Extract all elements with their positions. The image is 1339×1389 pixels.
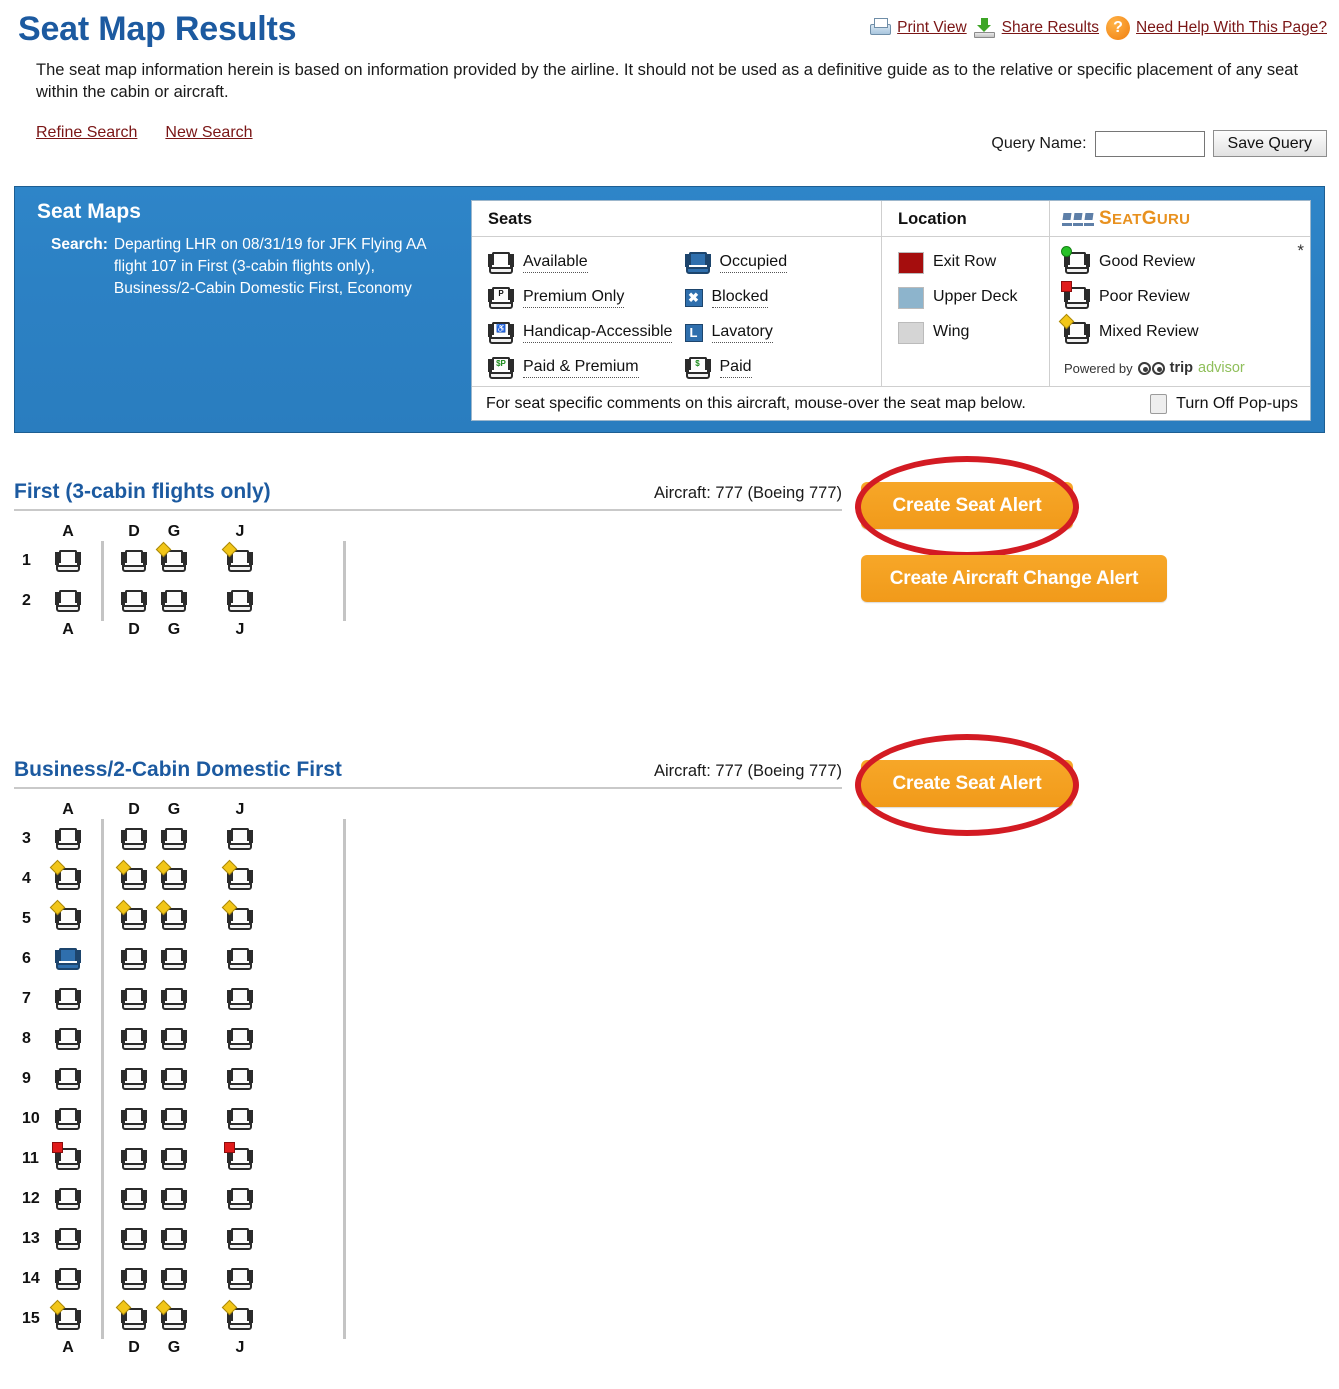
seat-J-available[interactable] (227, 948, 253, 970)
seat-J-available[interactable] (227, 1188, 253, 1210)
wing-swatch (898, 322, 924, 344)
seat-row-7 (14, 979, 842, 1019)
search-value: Departing LHR on 08/31/19 for JFK Flying AA flight 107 in First (3-cabin flights only), Business/2-Cabin Domestic First, Economy (113, 236, 426, 297)
cabin-header (14, 480, 842, 511)
print-view-link-group[interactable] (869, 18, 967, 38)
legend-item-upper-deck (898, 280, 1049, 315)
seat-D-available[interactable] (121, 1028, 147, 1050)
seat-premium-icon: P (488, 287, 514, 309)
footnote-asterisk: * (1297, 241, 1304, 260)
query-name-label: Query Name: (991, 134, 1087, 152)
seat-A-available[interactable] (55, 828, 81, 850)
help-link-group[interactable] (1106, 16, 1327, 40)
seat-D-available-mixed[interactable] (121, 1308, 147, 1330)
seat-G-available[interactable] (161, 988, 187, 1010)
lavatory-icon: L (685, 324, 703, 342)
column-letter-D: D (128, 523, 140, 540)
column-letters-top (14, 801, 842, 819)
seat-D-available[interactable] (121, 1068, 147, 1090)
legend-item-paid-premium[interactable] (488, 350, 685, 385)
legend-label-lavatory: Lavatory (712, 323, 773, 343)
legend-label-paid: Paid (720, 358, 752, 378)
seat-row-15 (14, 1299, 842, 1339)
need-help-link[interactable]: Need Help With This Page? (1136, 19, 1327, 36)
turn-off-popups-label: Turn Off Pop-ups (1176, 394, 1298, 412)
row-number: 14 (22, 1270, 40, 1287)
print-view-link[interactable]: Print View (897, 19, 967, 36)
seat-G-available[interactable] (161, 1228, 187, 1250)
cabin-divider (14, 787, 842, 789)
legend-label-upper-deck: Upper Deck (933, 288, 1018, 305)
column-letter-A: A (62, 621, 74, 638)
seat-D-available-mixed[interactable] (121, 868, 147, 890)
legend-item-occupied[interactable] (685, 245, 882, 280)
seat-D-available[interactable] (121, 1268, 147, 1290)
save-query-button[interactable]: Save Query (1213, 130, 1327, 157)
seat-D-available[interactable] (121, 1228, 147, 1250)
seat-J-available-mixed[interactable] (227, 908, 253, 930)
legend-item-premium-only[interactable] (488, 280, 685, 315)
seat-A-available[interactable] (55, 1268, 81, 1290)
seat-D-available[interactable] (121, 1148, 147, 1170)
column-letter-J: J (235, 621, 245, 638)
seat-maps-summary (25, 197, 475, 300)
row-number: 6 (22, 950, 31, 967)
legend-label-mixed-review: Mixed Review (1099, 323, 1199, 340)
seat-J-available-mixed[interactable] (227, 868, 253, 890)
seat-D-available[interactable] (121, 550, 147, 572)
seat-A-available[interactable] (55, 590, 81, 612)
exit-row-swatch (898, 252, 924, 274)
cabin-section-first (14, 480, 842, 639)
seatguru-wordmark: SEATGURU (1099, 208, 1191, 229)
legend-footer (472, 386, 1310, 420)
cabin-divider (14, 509, 842, 511)
seat-G-available[interactable] (161, 1148, 187, 1170)
column-letters-bottom (14, 621, 842, 639)
seat-maps-title: Seat Maps (37, 200, 141, 223)
seat-maps-panel (14, 186, 1325, 433)
seat-row-13 (14, 1219, 842, 1259)
cabin-title: First (3-cabin flights only) (14, 480, 271, 503)
seat-A-available[interactable] (55, 1028, 81, 1050)
seat-row-12 (14, 1179, 842, 1219)
seat-occupied-icon (685, 252, 711, 274)
column-letter-A: A (62, 1339, 74, 1356)
row-number: 9 (22, 1070, 31, 1087)
legend-seats-column (472, 201, 882, 386)
column-letter-D: D (128, 621, 140, 638)
seat-J-available[interactable] (227, 1028, 253, 1050)
seat-J-available[interactable] (227, 1108, 253, 1130)
legend-label-poor-review: Poor Review (1099, 288, 1190, 305)
seat-G-available-mixed[interactable] (161, 908, 187, 930)
legend-item-poor-review (1064, 280, 1310, 315)
seat-poor-review-icon (1064, 287, 1090, 309)
column-letter-G: G (167, 1339, 181, 1356)
seat-J-available[interactable] (227, 1268, 253, 1290)
legend-item-lavatory[interactable] (685, 315, 882, 350)
powered-by-tripadvisor (1064, 360, 1245, 376)
column-letter-J: J (235, 523, 245, 540)
column-letters-top (14, 523, 842, 541)
aircraft-label: Aircraft: 777 (Boeing 777) (653, 484, 842, 502)
legend-location-column (882, 201, 1050, 386)
seat-J-available[interactable] (227, 828, 253, 850)
column-letter-D: D (128, 1339, 140, 1356)
column-letter-G: G (167, 523, 181, 540)
column-letter-G: G (167, 621, 181, 638)
seat-A-available[interactable] (55, 550, 81, 572)
row-number: 13 (22, 1230, 40, 1247)
seat-G-available[interactable] (161, 590, 187, 612)
seat-D-available[interactable] (121, 828, 147, 850)
row-number: 10 (22, 1110, 40, 1127)
seat-good-review-icon (1064, 252, 1090, 274)
seat-J-available-mixed[interactable] (227, 1308, 253, 1330)
seat-row-4 (14, 859, 842, 899)
turn-off-popups-checkbox[interactable] (1150, 394, 1167, 414)
seat-map-grid (14, 523, 842, 639)
legend-item-handicap-accessible[interactable] (488, 315, 685, 350)
create-seat-alert-button-business[interactable]: Create Seat Alert (861, 760, 1073, 807)
legend-item-wing (898, 315, 1049, 350)
column-letter-J: J (235, 1339, 245, 1356)
seat-A-available[interactable] (55, 1228, 81, 1250)
legend-label-exit-row: Exit Row (933, 253, 997, 270)
legend-label-paid-premium: Paid & Premium (523, 358, 639, 378)
legend-seats-heading: Seats (472, 201, 881, 237)
column-letters-bottom (14, 1339, 842, 1357)
seat-row-3 (14, 819, 842, 859)
query-name-input[interactable] (1095, 131, 1205, 157)
upper-deck-swatch (898, 287, 924, 309)
legend-seatguru-column (1050, 201, 1310, 386)
row-number: 4 (22, 870, 31, 887)
header-links (869, 16, 1327, 40)
tripadvisor-trip-text: trip (1169, 360, 1194, 376)
legend-label-blocked: Blocked (712, 288, 769, 308)
page-header (0, 0, 1339, 142)
legend-label-available: Available (523, 253, 588, 273)
seat-row-5 (14, 899, 842, 939)
create-aircraft-change-alert-button[interactable]: Create Aircraft Change Alert (861, 555, 1167, 602)
seat-A-available[interactable] (55, 1188, 81, 1210)
seat-A-available-mixed[interactable] (55, 868, 81, 890)
row-number: 7 (22, 990, 31, 1007)
row-number: 11 (22, 1150, 39, 1167)
seat-rows (14, 819, 842, 1339)
column-letter-A: A (62, 801, 74, 818)
row-number: 15 (22, 1310, 40, 1327)
seat-G-available[interactable] (161, 1108, 187, 1130)
legend-seats-sub-column-1 (488, 245, 685, 385)
column-letter-J: J (235, 801, 245, 818)
share-results-link[interactable]: Share Results (1001, 19, 1100, 36)
seat-G-available[interactable] (161, 1268, 187, 1290)
seat-A-available-mixed[interactable] (55, 908, 81, 930)
column-letter-G: G (167, 801, 181, 818)
refine-search-link[interactable]: Refine Search (36, 123, 138, 141)
mouse-over-note: For seat specific comments on this aircraft, mouse-over the seat map below. (486, 394, 1026, 412)
seat-A-available[interactable] (55, 1068, 81, 1090)
legend-seats-sub-column-2 (685, 245, 882, 385)
seat-mixed-review-icon (1064, 322, 1090, 344)
seat-row-8 (14, 1019, 842, 1059)
legend-label-premium-only: Premium Only (523, 288, 624, 308)
seat-G-available[interactable] (161, 948, 187, 970)
seat-G-available[interactable] (161, 1188, 187, 1210)
legend-box (471, 200, 1311, 421)
seat-available-icon (488, 252, 514, 274)
cabin-section-business (14, 758, 842, 1357)
create-seat-alert-button-first[interactable]: Create Seat Alert (861, 482, 1073, 529)
new-search-link[interactable]: New Search (165, 123, 253, 141)
legend-label-wing: Wing (933, 323, 970, 340)
seat-row-2 (14, 581, 842, 621)
seat-J-available-poor[interactable] (227, 1148, 253, 1170)
cabin-header (14, 758, 842, 789)
blocked-icon: ✖ (685, 289, 703, 307)
seat-D-available[interactable] (121, 1108, 147, 1130)
seat-D-available-mixed[interactable] (121, 908, 147, 930)
row-number: 5 (22, 910, 31, 927)
poor-review-marker-icon (224, 1142, 235, 1153)
share-results-link-group[interactable] (974, 18, 1099, 38)
search-label: Search: (51, 236, 108, 253)
cabin-title: Business/2-Cabin Domestic First (14, 758, 342, 781)
query-save-area (991, 130, 1327, 157)
seat-D-available[interactable] (121, 1188, 147, 1210)
legend-item-available[interactable] (488, 245, 685, 280)
seat-J-available[interactable] (227, 590, 253, 612)
seat-rows (14, 541, 842, 621)
seat-row-11 (14, 1139, 842, 1179)
seat-A-available[interactable] (55, 988, 81, 1010)
seat-paid-premium-icon: $P (488, 357, 514, 379)
legend-item-exit-row (898, 245, 1049, 280)
legend-item-mixed-review (1064, 315, 1310, 350)
legend-location-heading: Location (882, 201, 1049, 237)
seat-handicap-icon: ♿ (488, 322, 514, 344)
column-letter-D: D (128, 801, 140, 818)
seat-A-available[interactable] (55, 1108, 81, 1130)
seat-G-available[interactable] (161, 1068, 187, 1090)
seat-G-available[interactable] (161, 1028, 187, 1050)
row-number: 1 (22, 552, 31, 569)
legend-label-good-review: Good Review (1099, 253, 1196, 270)
row-number: 2 (22, 592, 31, 609)
seat-J-available[interactable] (227, 988, 253, 1010)
legend-item-blocked[interactable] (685, 280, 882, 315)
share-icon (974, 18, 996, 38)
legend-seatguru-heading (1050, 201, 1310, 237)
seat-J-available[interactable] (227, 1068, 253, 1090)
row-number: 8 (22, 1030, 31, 1047)
page-title: Seat Map Results (18, 10, 297, 48)
seat-G-available[interactable] (161, 828, 187, 850)
seat-row-9 (14, 1059, 842, 1099)
column-letter-A: A (62, 523, 74, 540)
legend-label-occupied: Occupied (720, 253, 788, 273)
seat-row-10 (14, 1099, 842, 1139)
poor-review-marker-icon (52, 1142, 63, 1153)
search-summary-row (51, 234, 475, 300)
seat-D-available[interactable] (121, 988, 147, 1010)
seat-G-available-mixed[interactable] (161, 868, 187, 890)
legend-label-handicap-accessible: Handicap-Accessible (523, 323, 672, 343)
seat-A-available-mixed[interactable] (55, 1308, 81, 1330)
powered-by-label: Powered by (1064, 360, 1133, 376)
tripadvisor-advisor-text: advisor (1198, 360, 1245, 376)
aircraft-label: Aircraft: 777 (Boeing 777) (653, 762, 842, 780)
row-number: 12 (22, 1190, 40, 1207)
disclaimer-text: The seat map information herein is based on information provided by the airline. It should not be used as a definitive guide as to the relative or specific placement of any seat within the cabin or aircraft. (36, 61, 1299, 102)
seat-G-available-mixed[interactable] (161, 1308, 187, 1330)
seat-G-available-mixed[interactable] (161, 550, 187, 572)
legend-item-good-review (1064, 245, 1310, 280)
print-icon (869, 18, 891, 38)
tripadvisor-owl-icon (1138, 362, 1165, 375)
row-number: 3 (22, 830, 31, 847)
help-icon: ? (1106, 16, 1130, 40)
seat-A-occupied[interactable] (55, 948, 81, 970)
seat-A-available-poor[interactable] (55, 1148, 81, 1170)
seat-row-14 (14, 1259, 842, 1299)
seat-map-grid (14, 801, 842, 1357)
seat-J-available-mixed[interactable] (227, 550, 253, 572)
legend-item-paid[interactable] (685, 350, 882, 385)
seat-row-1 (14, 541, 842, 581)
seatguru-chairs-icon (1062, 213, 1094, 226)
seat-J-available[interactable] (227, 1228, 253, 1250)
seat-paid-icon: $ (685, 357, 711, 379)
seat-D-available[interactable] (121, 590, 147, 612)
seat-row-6 (14, 939, 842, 979)
seat-D-available[interactable] (121, 948, 147, 970)
